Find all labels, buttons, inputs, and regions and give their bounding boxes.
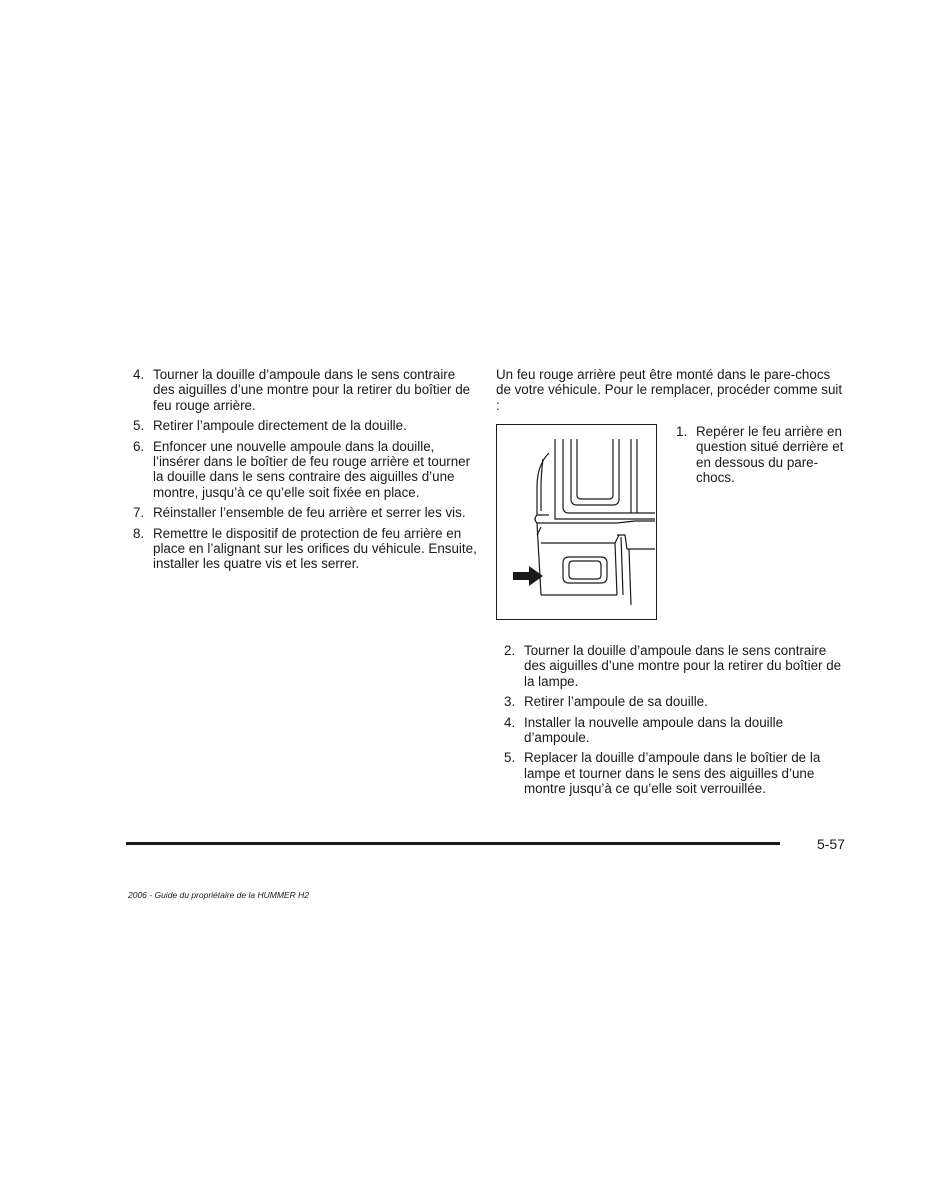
list-item — [504, 750, 848, 796]
step-number: 5. — [133, 418, 145, 434]
step-number: 2. — [504, 643, 516, 658]
figure-step-list — [676, 424, 846, 491]
footer-text: 2006 - Guide du propriétaire de la HUMMER H2 — [128, 890, 309, 900]
page-number: 5-57 — [816, 836, 845, 852]
list-item — [133, 505, 478, 520]
footer-rule — [126, 842, 780, 845]
step-text: Retirer l’ampoule de sa douille. — [524, 694, 708, 710]
arrow-right-icon — [513, 566, 543, 586]
step-text: Remettre le dispositif de protection de feu arrière en place en l’alignant sur les orifices du véhicule. Ensuite, installer les quatre vis et les serrer. — [153, 525, 477, 572]
step-number: 5. — [504, 750, 516, 766]
step-text: Repérer le feu arrière en question situé derrière et en dessous du pare-chocs. — [696, 424, 844, 486]
list-item — [133, 367, 478, 413]
step-text: Tourner la douille d’ampoule dans le sens contraire des aiguilles d’une montre pour la retirer du boîtier de la lampe. — [524, 643, 842, 689]
step-number: 7. — [133, 505, 145, 521]
step-text: Réinstaller l’ensemble de feu arrière et serrer les vis. — [153, 505, 466, 521]
list-item — [133, 418, 478, 433]
left-column — [133, 367, 478, 577]
left-steps-list — [133, 367, 478, 572]
list-item — [504, 715, 848, 746]
step-text: Enfoncer une nouvelle ampoule dans la douille, l’insérer dans le boîtier de feu rouge arrière et tourner la douille dans le sens contraire des aiguilles d’une montre, jusqu’à ce qu’elle soit fixée en place. — [153, 438, 471, 500]
step-text: Retirer l’ampoule directement de la douille. — [153, 418, 407, 434]
step-number: 4. — [504, 714, 516, 730]
right-steps-section — [504, 643, 848, 802]
right-steps-list — [504, 643, 848, 797]
list-item — [504, 643, 848, 689]
step-number: 3. — [504, 694, 516, 710]
list-item — [133, 439, 478, 501]
right-column-intro — [496, 367, 848, 413]
rear-bumper-illustration — [496, 424, 657, 620]
step-text: Tourner la douille d’ampoule dans le sens contraire des aiguilles d’une montre pour la retirer du boîtier de feu rouge arrière. — [153, 367, 471, 413]
bumper-line-drawing — [497, 425, 656, 619]
list-item — [504, 694, 848, 709]
step-number: 1. — [676, 424, 688, 439]
step-number: 6. — [133, 438, 145, 454]
list-item — [133, 526, 478, 572]
list-item — [676, 424, 846, 486]
step-number: 8. — [133, 525, 145, 541]
figure-row — [496, 424, 848, 620]
intro-paragraph: Un feu rouge arrière peut être monté dans le pare-chocs de votre véhicule. Pour le remplacer, procéder comme suit : — [496, 367, 843, 413]
step-text: Installer la nouvelle ampoule dans la douille d’ampoule. — [524, 714, 784, 746]
step-number: 4. — [133, 367, 145, 382]
step-text: Replacer la douille d’ampoule dans le boîtier de la lampe et tourner dans le sens des aiguilles d’une montre jusqu’à ce qu’elle soit verrouillée. — [524, 750, 821, 797]
